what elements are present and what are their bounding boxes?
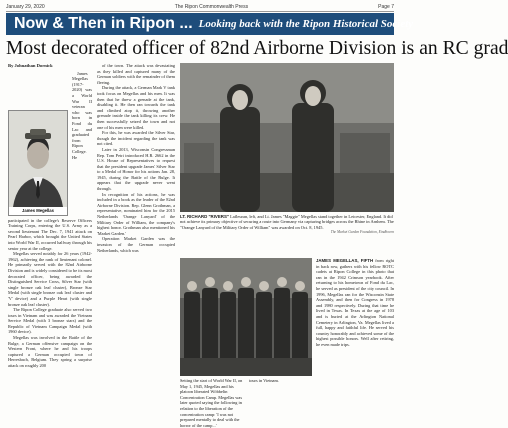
article-headline: Most decorated officer of 82nd Airborne Division is an RC grad	[6, 38, 508, 59]
paragraph: During the attack, a German Mark V tank took focus on Megellas and his men. It was then that he threw a grenade at the tank, disabling it. He then ran towards the tank and climbed atop it, throwing another grenade inside the tank killing its crew. He then successfully seized the town and not one of his men were killed.	[97, 85, 175, 130]
portrait-image	[9, 111, 67, 207]
banner-subtitle: Looking back with the Ripon Historical Society	[198, 18, 414, 30]
paragraph: Operation Market Garden was the invasion of the German occupied Netherlands, which was	[97, 236, 175, 253]
page-number: Page 7	[378, 3, 394, 10]
article-column-3	[180, 378, 312, 428]
photo1-caption	[180, 214, 394, 254]
paragraph: For this, he was awarded the Silver Star, though the incident regarding the tank was not cited.	[97, 130, 175, 147]
paragraph: of the town. The attack was devastating as they killed and captured many of the German soldiers with the remainder of them fleeing.	[97, 63, 175, 85]
caption-lead: JAMES MEGELLAS, FIFTH	[316, 258, 374, 263]
paragraph: Later in 2013, Wisconsin Congressman Rep. Tom Petri introduced H.R. 2662 in the U.S. House of Representatives to request that the president upgrade James' Silver Star to a Medal of Honor for his actions Jan. 28, 1945, during the Battle of the Bulge. It appears that the upgrade never went through.	[97, 146, 175, 192]
soldiers-image	[180, 63, 394, 212]
page-header	[6, 2, 394, 12]
portrait-caption: James Megellas	[9, 207, 67, 215]
byline: By Johnathan Dornick	[8, 63, 53, 68]
caption-text: Lafleuran, left, and Lt. James "Maggie" Megellas stand together in Leicester, England. It did not achieve its primary objective of securing a route into Germany via capturing bridges across the Rhine in Arnhem. The "Orange Lanyard of the Military Order of William" was awarded on Oct. 8, 1945.	[180, 214, 394, 230]
caption-lead: LT. RICHARD "RIVERS"	[180, 214, 229, 219]
portrait-photo	[8, 110, 68, 216]
rotc-cadets-image	[180, 258, 312, 376]
paragraph: tours in Vietnam.	[249, 378, 279, 383]
page-date: January 29, 2020	[6, 3, 45, 10]
paragraph: In recognition of his actions, he was included in a book as the leader of the 82nd Airborne Division. Rep. Glenn Grothman, a representative, nominated him for the 2015 Netherlands 'Orange Lanyard' of the Military Order of William, the company's highest honor. Grothman also mentioned his 'Market Garden.'	[97, 191, 175, 236]
banner-title: Now & Then in Ripon ...	[14, 15, 193, 32]
paragraph: Megellas served notably for 26 years (1942-1962), achieving the rank of lieutenant colonel. He primarily served with the 82nd Airborne Division and is widely considered to be its most decorated officer, being awarded the Distinguished Service Cross, Silver Star (with single bronze oak leaf cluster), Bronze Star Medal (with single bronze oak leaf cluster and 'V' device) and a Purple Heart (with single bronze oak leaf cluster).	[8, 251, 92, 307]
paragraph: James Megellas (1917-2020) was a World War II veteran who was born in Fond du Lac and graduated from Ripon College. He participated in the college's Reserve Officers Training Corps, entering the U.S. Army as a second lieutenant The Dec. 7, 1941 attack on Pearl Harbor, which brought the United States into World War II, occurred halfway through his senior year at the college.	[8, 70, 92, 251]
paragraph: The Ripon College graduate also served two tours in Vietnam and was awarded the Vietnam Service Medal (with 3 bronze stars) and the Republic of Vietnam Campaign Medal (with 1960 device).	[8, 307, 92, 335]
article-column-2	[97, 63, 175, 396]
article-column-1	[8, 63, 92, 396]
caption-text: from right in back row, gathers with his fellow ROTC cadets at Ripon College in this photo that ran in the 1942 Crimson yearbook. After returning to his hometown of Fond du Lac, he served as president of the city council. In 1996, Megellas ran for the Wisconsin State Assembly, and then for Congress in 1978 and 1980 respectively. During that time he lived in Texas. In Texas at the age of 103 and is buried at the Arlington National Cemetery in Arlington, Va. Megellas lived a full, happy and faithful life. He served his country honorably and achieved some of the highest possible honors. Well after retiring, he even made trips.	[316, 258, 394, 347]
paragraph: Megellas was involved in the Battle of the Bulge, a German offensive campaign on the Western Front, where he and his troops captured a German occupied town of Herresbach, Belgium. They spring a surprise attack on roughly 200	[8, 335, 92, 369]
rotc-cadets-photo	[180, 258, 312, 376]
photo-credit: The Market Garden Foundation, Eindhoven	[330, 230, 394, 235]
paragraph: Setting the start of World War II, on May 1, 1945, Megellas and his platoon liberated Wöbbelin Concentration Camp. Megellas was later quoted saying the following in relation to the liberation of the concentration camp: 'I was not prepared mentally to deal with the horror of the camp...'	[180, 378, 243, 428]
publication-name: The Ripon Commonwealth Press	[174, 3, 249, 10]
photo2-caption	[316, 258, 394, 396]
section-banner	[6, 13, 414, 35]
soldiers-photo	[180, 63, 394, 212]
